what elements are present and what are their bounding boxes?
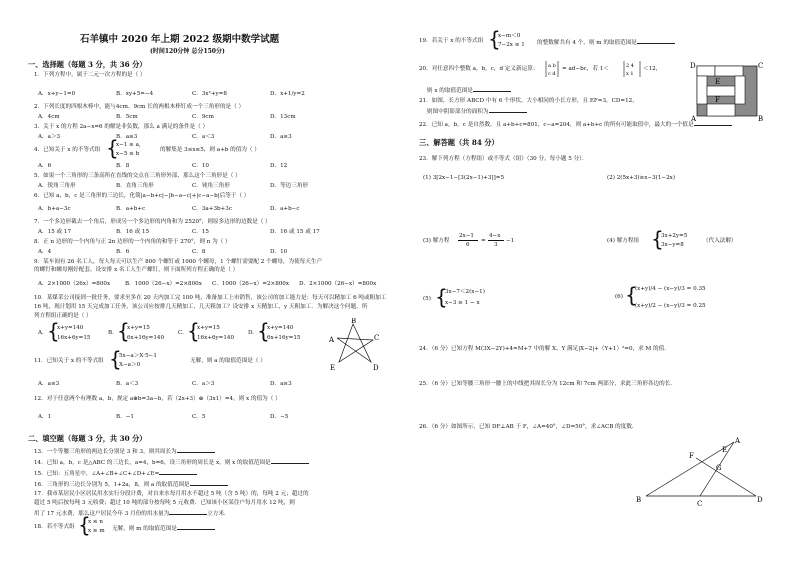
q3-option-c: C．a＜3 — [192, 134, 215, 140]
question-21-line-2: 则图中阴影部分的面积为 — [427, 107, 527, 116]
q5-option-b: B．直角三角形 — [116, 183, 154, 189]
q7-option-a: A．15 或 17 — [38, 229, 72, 235]
question-12: 12．对于任意两个有理数 a，b，规定 a⊕b=3a−b，若（2x+3）⊕（3x1）=4，则 x 的值为（ ） — [34, 396, 281, 402]
q6-option-b: B．a+b+c — [116, 206, 146, 212]
rect-label-e: E — [715, 78, 721, 86]
q23-part-3-num-1: 2x−1 — [459, 233, 474, 239]
question-9-line-2: 的螺钉和螺母刚好配套，设安排 x 名工人生产螺钉，则下面所列方程正确的是（ ） — [34, 267, 239, 273]
question-18-lead: 18．若不等式组 — [34, 524, 75, 530]
q13-answer-blank[interactable] — [177, 447, 215, 453]
question-7: 7．一个多边形截去一个角后，形成另一个多边形的内角和为 2520°，则原多边形的边数是（ ） — [34, 219, 271, 225]
q1-option-c: C．3x²+y=8 — [192, 91, 227, 97]
q1-option-a: A．x+y−1=0 — [38, 91, 76, 97]
star-label-c: C — [374, 334, 380, 342]
q17-answer-blank[interactable] — [169, 509, 207, 515]
svg-text:a b: a b — [548, 63, 556, 69]
q8-option-d: D．10 — [270, 249, 288, 255]
q4-option-d: D．12 — [270, 163, 288, 169]
star-label-a: A — [329, 336, 335, 344]
question-13: 13．一个等腰三角形的两边长分别是 3 和 3，则其周长为 — [34, 447, 215, 456]
question-4-lead: 4．已知关于 x 的不等式组 — [34, 147, 101, 153]
q5-option-d: D．等边三角形 — [270, 183, 309, 189]
q23-part-6-lead: (6) — [615, 294, 623, 300]
question-9-line-1: 9．某车间有 26 名工人，每人每天可以生产 800 个螺钉或 1000 个螺母，1 个螺钉需要配 2 个螺母，为使每天生产 — [34, 259, 323, 265]
q23-part-3-den-1: 6 — [466, 242, 470, 248]
tri-label-a: A — [735, 437, 741, 445]
question-2: 2．下列长度的四根木棒中，能与4cm、9cm 长的两根木棒钉成一个三角形的是（ ） — [34, 104, 245, 110]
q22-answer-blank[interactable] — [694, 120, 732, 126]
question-17-line-1: 17．我市某居民小区居民用水实行分段计费，对自来水每月用水不超过 5 吨（含 5 吨）的，每吨 2 元；超过的 — [34, 491, 309, 497]
question-14: 14．已知 a，b，c 是△ABC 的三边长，a=4，b=6，设三角形的周长是 x，则 x 的取值范围是 — [34, 458, 309, 467]
rectangle-figure — [689, 60, 765, 122]
rect-label-d: D — [690, 62, 696, 70]
q23-part-1: (1) 3[2x−1−[3(2x−1)+3]]=5 — [423, 175, 505, 181]
q23-part-4-line-1: 3x+2y=5 — [661, 233, 688, 239]
question-24: 24．（6 分）已知方程 M(3X−2Y)+4=M+7 中的解 X、Y 满足|X−2|+（Y+1）²=0，求 M 的值． — [419, 346, 670, 352]
q23-part-5-line-2: x−3 ≥ 1 − x — [445, 300, 480, 306]
q18-answer-blank[interactable] — [177, 524, 215, 530]
q20-determinant-abcd — [545, 60, 559, 78]
q10-a-line-2: 16x+6y=15 — [57, 335, 91, 341]
question-20-bound: ＜12， — [643, 66, 662, 72]
q9-option-a: A．2×1000（26x）=800x — [38, 281, 111, 287]
question-20-lead: 20．对任意四个整数 a，b，c，d 定义新运算： — [419, 66, 539, 72]
q23-part-3-num-2: 4−x — [489, 233, 501, 239]
q23-part-4-line-2: 3x−y=8 — [661, 242, 684, 248]
q23-part-6-line-1: (x+y)/4 − (x−y)/3 = 0.35 — [635, 286, 706, 292]
question-15: 15．已知：五角星中，∠A+∠B+∠C+∠D+∠E= — [34, 469, 197, 478]
q2-option-c: C．9cm — [192, 114, 214, 120]
q19-answer-blank[interactable] — [637, 38, 675, 44]
rect-label-c: C — [758, 62, 764, 70]
q8-option-b: B．6 — [116, 249, 130, 255]
question-4-tail: 的解集是 3≤x≤5，则 a+b 的值为（ ） — [160, 147, 260, 153]
question-8: 8．正 n 边形的一个内角与正 2n 边形的一个内角的和等于 270°，则 n 为（ ） — [34, 239, 231, 245]
question-10-line-1: 10．某煤采公司接到一批任务，要求至多在 20 天内加工完 100 吨，准备加工上市销售，该公司的加工能力是：每天可以精加工 6 吨或粗加工 — [34, 295, 387, 301]
star-label-d: D — [373, 364, 379, 372]
q23-5-brace: { — [435, 285, 448, 309]
question-20-def: = ad−bc，若 1＜ — [562, 66, 609, 72]
triangle-figure — [634, 436, 764, 510]
q18-brace: { — [78, 513, 91, 537]
q6-option-d: D．a+b−c — [270, 206, 300, 212]
q6-option-c: C．3a+3b+3c — [192, 206, 232, 212]
question-11-lead: 11．已知关于 x 的不等式组 — [34, 358, 104, 364]
question-6: 6．已知 a，b，c 是三角形的三边长，化简|a−b+c|−|b−a−c|+|c−a−b|后等于（ ） — [34, 193, 250, 199]
q12-option-b: B．−1 — [116, 414, 134, 420]
q23-fraction-bar-1 — [458, 240, 478, 241]
q21-answer-blank[interactable] — [489, 107, 527, 113]
section-answer-heading: 三、解答题（共 84 分） — [419, 138, 499, 147]
star-label-e: E — [330, 364, 336, 372]
tri-label-e: E — [722, 446, 728, 454]
rect-label-b: B — [758, 115, 764, 122]
star-label-b: B — [351, 318, 357, 325]
q10-a-brace: { — [47, 319, 60, 343]
q23-part-5-line-1: 3x−7＜2(x−1) — [445, 289, 485, 295]
q10-d-line-1: x+y=140 — [267, 325, 294, 331]
q20-determinant-values — [623, 60, 641, 78]
q11-line-2: X−a＞0 — [119, 362, 141, 368]
q23-part-2: (2) 2(5x+3)≥x−3(1−2x) — [607, 175, 675, 181]
q10-option-c-label: C. — [178, 330, 184, 336]
q11-option-a: A．a≤3 — [38, 381, 60, 387]
q23-part-6-line-2: (x+y)/2 − (x−y)/3 = 0.25 — [635, 303, 706, 309]
q2-option-b: B．5cm — [116, 114, 138, 120]
exam-subtitle: (时间120分钟 总分150分) — [150, 48, 225, 55]
rect-label-a: A — [691, 115, 697, 122]
q11-option-c: C．a＞3 — [192, 381, 215, 387]
q18-line-2: x ≥ m — [88, 528, 105, 534]
q16-answer-blank[interactable] — [190, 480, 228, 486]
star-figure — [327, 318, 383, 374]
q11-option-d: D．a≥3 — [270, 381, 292, 387]
q12-option-d: D．−5 — [270, 414, 289, 420]
question-25: 25．（6 分）已知等腰三角形一腰上的中线把其周长分为 12cm 和 7cm 两部分，求此三角形各边的长． — [419, 381, 676, 387]
q9-option-d: D．2×1000（26−x）=800x — [299, 281, 377, 287]
question-17-line-3: 用了 17 元水费，那么这户居民今年 3 月份的用水量为 立方米． — [34, 511, 230, 517]
q23-4-brace: { — [651, 227, 664, 251]
tri-label-g: G — [716, 464, 722, 472]
q19-line-1: x−m＜0 — [498, 33, 521, 39]
q14-answer-blank[interactable] — [271, 458, 309, 464]
question-11-tail: 无解，则 a 的取值范围是（ ） — [190, 358, 266, 364]
tri-label-b: B — [636, 496, 642, 504]
svg-text:2 4: 2 4 — [626, 63, 634, 69]
q4-option-c: C．10 — [192, 163, 209, 169]
q10-option-d-label: D. — [248, 330, 255, 336]
question-22: 22．已知 a，b，c 是自然数，且 a+b+c=801，c−a=204，则 a+b+c 的所有可能取值中，最大的一个值是 — [419, 120, 732, 129]
rect-label-f: F — [715, 96, 720, 104]
q23-part-3-lead: (3) 解方程 — [423, 238, 450, 244]
question-16: 16．三角形的三边长分别为 5，1+2a，8，则 a 的取值范围是 — [34, 480, 228, 489]
q10-b-line-1: x+y=15 — [127, 325, 150, 331]
q4-line-2: x−5 ≤ b — [116, 151, 140, 157]
question-21-line-1: 21．如图，长方形 ABCD 中有 6 个形状、大小相同的小长方形，且 EF=3，CD=12， — [419, 98, 638, 104]
q10-c-line-2: 16x+6y=140 — [197, 335, 235, 341]
q23-part-3-den-2: 3 — [494, 242, 498, 248]
star-outline — [337, 324, 373, 362]
q8-option-a: A．4 — [38, 249, 52, 255]
question-19-lead: 19．若关于 x 的不等式组 — [419, 38, 484, 44]
q10-a-line-1: x+y=140 — [57, 325, 84, 331]
q23-fraction-bar-2 — [488, 240, 504, 241]
q11-option-b: B．a＜3 — [116, 381, 139, 387]
q18-line-1: x ≤ n — [88, 519, 104, 525]
tri-label-c: C — [697, 500, 703, 508]
tri-label-d: D — [757, 496, 763, 504]
question-5: 5．如果一个三角形的三条高所在直线的交点在三角形外部，那么这个三角形是（ ） — [34, 173, 241, 179]
q10-c-brace: { — [187, 319, 200, 343]
q4-brace: { — [106, 136, 119, 160]
q19-brace: { — [488, 27, 501, 51]
question-19-tail: 的整数解共有 4 个，则 m 的取值范围是 — [537, 38, 675, 47]
q2-option-d: D．13cm — [270, 114, 296, 120]
q12-option-a: A．1 — [38, 414, 52, 420]
q5-option-a: A．锐角三角形 — [38, 183, 76, 189]
q10-option-a-label: A. — [38, 330, 44, 336]
q1-option-b: B．xy+5=−4 — [116, 91, 154, 97]
q15-answer-blank[interactable] — [159, 469, 197, 475]
question-10-line-2: 16 吨，现计划用 15 天完成加工任务，该公司应按排几天精加工，几天粗加工？设安排 x 天精加工，y 天粗加工．为解决这个问题，所 — [34, 304, 368, 310]
q23-part-3-tail: −1 — [506, 238, 515, 244]
q12-option-c: C．5 — [192, 414, 206, 420]
q8-option-c: C．8 — [192, 249, 206, 255]
question-17-line-2: 超过 5 吨后按每吨 3 元收费；超过 10 吨的部分按每吨 5 元收费．已知该小区某住户每月用水 12 吨，则 — [34, 500, 295, 506]
q10-d-brace: { — [257, 319, 270, 343]
q11-line-1: 5x−a＞X·5−1 — [119, 353, 157, 359]
q6-option-a: A．b+a−3c — [38, 206, 71, 212]
question-18-tail: 无解，则 m 的取值范围是 — [112, 524, 215, 533]
q20-answer-blank[interactable] — [473, 86, 511, 92]
exam-title: 石羊镇中 2020 年上期 2022 级期中数学试题 — [80, 34, 280, 45]
q3-option-d: D．a≥3 — [270, 134, 292, 140]
q4-line-1: x−1 ≥ a, — [116, 142, 141, 148]
question-1: 1．下列方程中，属于二元一次方程的是（ ） — [34, 72, 146, 78]
q9-option-b: B．1000（26−x）=2×800x — [125, 281, 202, 287]
q7-option-c: C．15 — [192, 229, 209, 235]
q3-option-a: A．a＞3 — [38, 134, 61, 140]
q7-option-d: D．16 或 15 或 17 — [270, 229, 320, 235]
q4-option-a: A．6 — [38, 163, 52, 169]
question-20-ask: 则 x 的取值范围是 — [427, 86, 511, 95]
svg-text:c d: c d — [548, 71, 556, 77]
q11-brace: { — [109, 347, 122, 371]
q2-option-a: A．4cm — [38, 114, 60, 120]
question-23: 23．解下列方程（方程组）或不等式（组）（30 分，每小题 5 分）． — [419, 156, 588, 162]
tri-label-f: F — [689, 452, 694, 460]
q4-option-b: B．8 — [116, 163, 130, 169]
section-fill-heading: 二、填空题（每题 3 分，共 30 分） — [28, 434, 147, 443]
q23-part-4-method: （代入法解） — [703, 238, 737, 244]
q23-part-4-lead: (4) 解方程组 — [607, 238, 640, 244]
q9-option-c: C．1000（26−x）=2×800x — [212, 281, 290, 287]
q1-option-d: D．x+1/y=2 — [270, 91, 305, 97]
section-choice-heading: 一、选择题（每题 3 分，共 36 分） — [28, 60, 147, 69]
q23-6-brace: { — [625, 283, 638, 307]
q7-option-b: B．16 或 15 — [116, 229, 150, 235]
q10-d-line-2: 6x+16y=15 — [267, 335, 301, 341]
q23-part-3-eq: = — [481, 238, 486, 244]
q10-b-brace: { — [117, 319, 130, 343]
right-column — [397, 0, 794, 562]
question-26: 26．（6 分）如图所示，已知 DF⊥AB 于 F，∠A=40°，∠D=50°，求∠ACB 的度数． — [419, 424, 638, 430]
q10-b-line-2: 6x+16y=140 — [127, 335, 165, 341]
q10-c-line-1: x+y=15 — [197, 325, 220, 331]
q3-option-b: B．a≤3 — [116, 134, 138, 140]
question-10-line-3: 列方程组正确的是（ ） — [34, 313, 92, 319]
question-3: 3．关于 x 的方程 2a−x=6 的解是非负数，那么 a 满足的条件是（ ） — [34, 124, 209, 130]
q19-line-2: 7−2x ≤ 1 — [498, 42, 525, 48]
q23-part-5-lead: (5) — [423, 296, 431, 302]
q5-option-c: C．钝角三角形 — [192, 183, 230, 189]
q10-option-b-label: B. — [108, 330, 114, 336]
svg-text:x 1: x 1 — [626, 71, 634, 77]
